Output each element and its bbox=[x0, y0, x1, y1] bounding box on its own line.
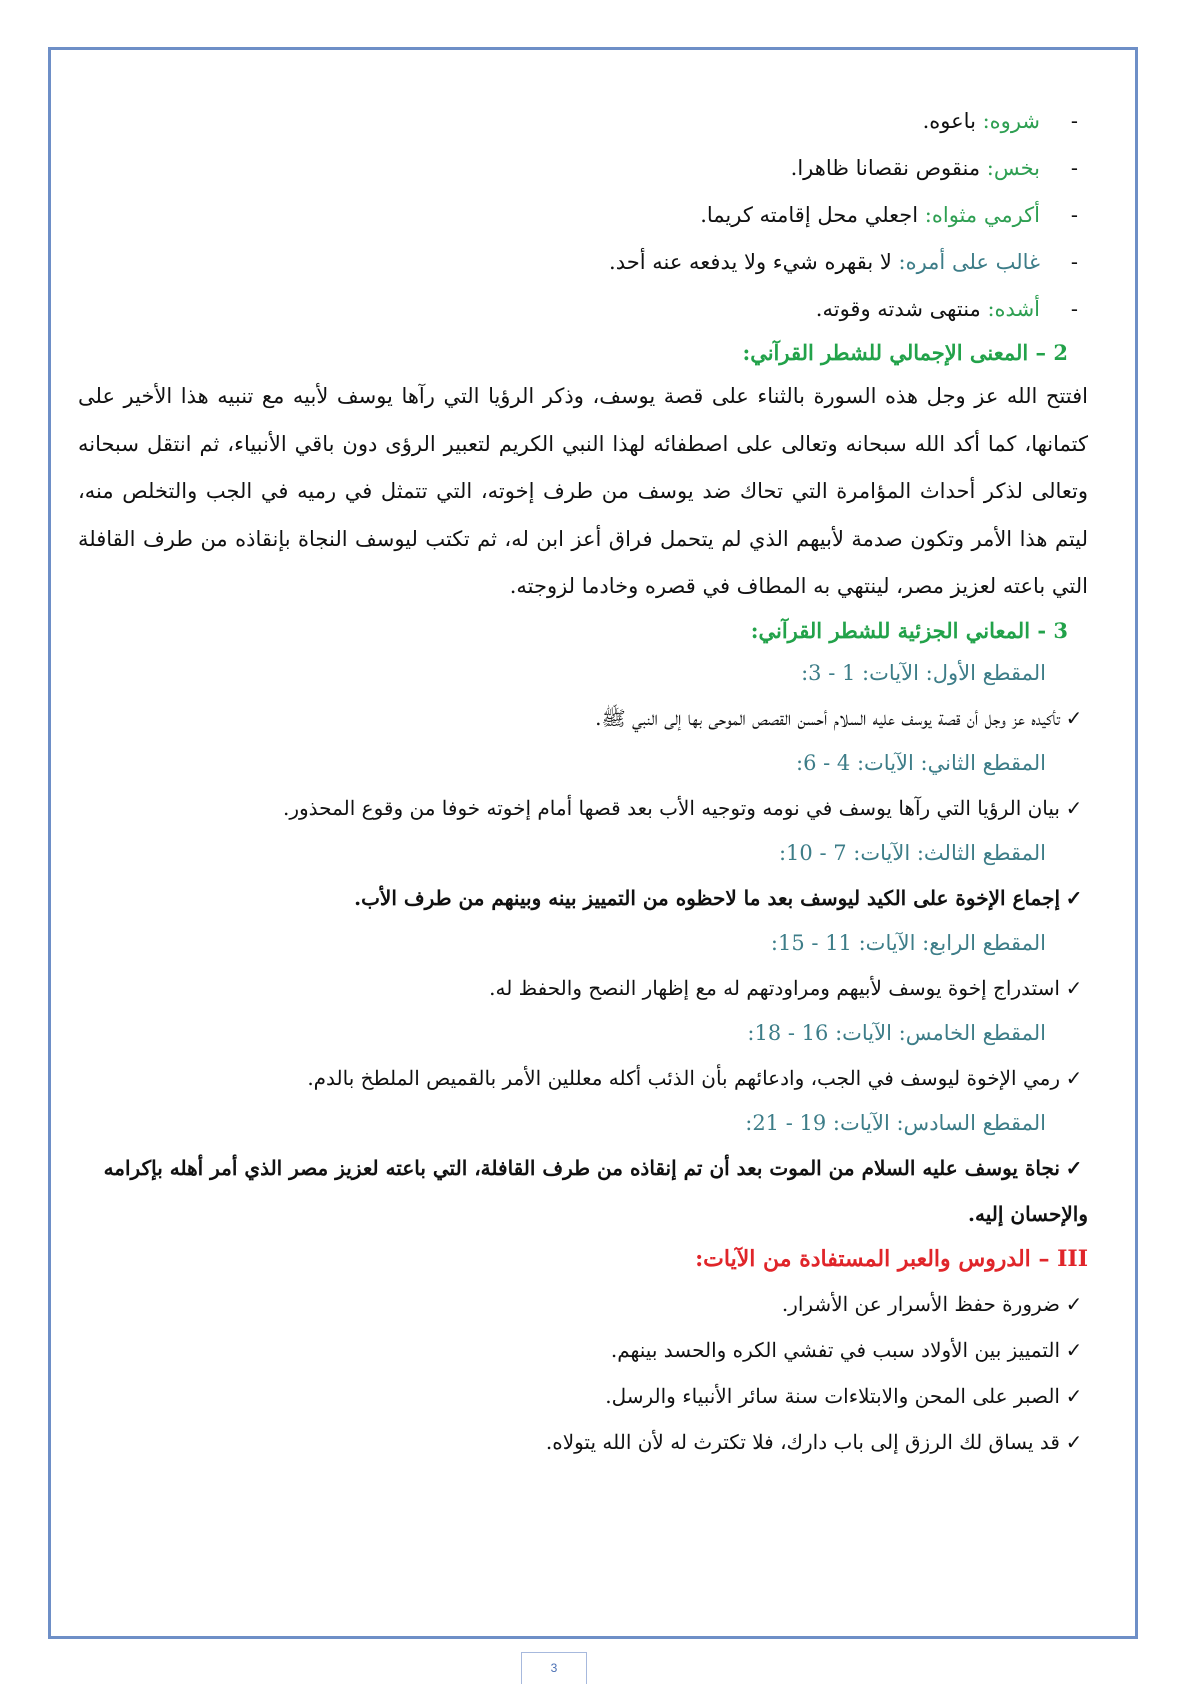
check-icon: ✓ bbox=[1065, 1291, 1083, 1316]
lesson-item: ✓قد يساق لك الرزق إلى باب دارك، فلا تكترث له لأن الله يتولاه. bbox=[78, 1419, 1088, 1465]
segment-point: ✓إجماع الإخوة على الكيد ليوسف بعد ما لاحظوه من التمييز بينه وبينهم من طرف الأب. bbox=[78, 875, 1088, 921]
lessons-heading: III – الدروس والعبر المستفادة من الآيات: bbox=[695, 1245, 1088, 1272]
summary-paragraph bbox=[78, 373, 1088, 611]
list-item: -شروه: باعوه. bbox=[922, 109, 1078, 133]
vocab-term: بخس: bbox=[986, 156, 1040, 180]
vocab-definition: منتهى شدته وقوته. bbox=[815, 297, 988, 321]
segment-title: المقطع الخامس: الآيات: 16 - 18: bbox=[747, 1020, 1046, 1045]
paragraph-text: افتتح الله عز وجل هذه السورة بالثناء على قصة يوسف، وذكر الرؤيا التي رآها يوسف لأبيه مع تنبيه هذا الأخير على كتمانها، كما أكد الله سبحانه وتعالى على اصطفائه لهذا النبي الكريم لتعبير الرؤى دون باقي الأنبياء، ثم انتقل سبحانه وتعالى لذكر أحداث المؤامرة التي تحاك ضد يوسف من طرف إخوته، التي تتمثل في رميه في الجب والتخلص منه، ليتم هذا الأمر وتكون صدمة لأبيهم الذي لم يتحمل فراق أعز ابن له، ثم تكتب ليوسف النجاة بإنقاذه من طرف القافلة التي باعته لعزيز مصر، لينتهي به المطاف في قصره وخادما لزوجته. bbox=[78, 384, 1089, 598]
section-heading: 3 - المعاني الجزئية للشطر القرآني: bbox=[750, 617, 1068, 643]
vocabulary-list bbox=[78, 98, 1088, 333]
vocab-definition: منقوص نقصانا ظاهرا. bbox=[790, 156, 987, 180]
vocab-term: شروه: bbox=[982, 109, 1040, 133]
page-number: 3 bbox=[521, 1652, 587, 1684]
check-icon: ✓ bbox=[1065, 705, 1083, 730]
segment-point: ✓رمي الإخوة ليوسف في الجب، وادعائهم بأن الذئب أكله معللين الأمر بالقميص الملطخ بالدم. bbox=[78, 1055, 1088, 1101]
list-item: -بخس: منقوص نقصانا ظاهرا. bbox=[790, 156, 1078, 180]
segment-point: ✓نجاة يوسف عليه السلام من الموت بعد أن تم إنقاذه من طرف القافلة، التي باعته لعزيز مصر الذي أمر أهله بإكرامه والإحسان إليه. bbox=[78, 1145, 1088, 1237]
segment-title: المقطع الثاني: الآيات: 4 - 6: bbox=[796, 750, 1046, 775]
list-item: -غالب على أمره: لا بقهره شيء ولا يدفعه عنه أحد. bbox=[609, 250, 1078, 274]
check-icon: ✓ bbox=[1065, 885, 1083, 910]
check-icon: ✓ bbox=[1065, 1337, 1083, 1362]
vocab-definition: لا بقهره شيء ولا يدفعه عنه أحد. bbox=[609, 250, 899, 274]
check-icon: ✓ bbox=[1065, 1155, 1083, 1180]
lesson-item: ✓ضرورة حفظ الأسرار عن الأشرار. bbox=[78, 1281, 1088, 1327]
lesson-item: ✓التمييز بين الأولاد سبب في تفشي الكره والحسد بينهم. bbox=[78, 1327, 1088, 1373]
page-content bbox=[78, 98, 1088, 1465]
segment-point: ✓استدراج إخوة يوسف لأبيهم ومراودتهم له مع إظهار النصح والحفظ له. bbox=[78, 965, 1088, 1011]
segment-title: المقطع الرابع: الآيات: 11 - 15: bbox=[770, 930, 1046, 955]
vocab-term: أشده: bbox=[987, 297, 1040, 321]
vocab-term: أكرمي مثواه: bbox=[924, 203, 1040, 227]
vocab-definition: اجعلي محل إقامته كريما. bbox=[700, 203, 925, 227]
segment-point: ✓تأكيده عز وجل أن قصة يوسف عليه السلام أحسن القصص الموحى بها إلى النبي ﷺ. bbox=[78, 695, 1088, 741]
list-item: -أشده: منتهى شدته وقوته. bbox=[815, 297, 1078, 321]
vocab-definition: باعوه. bbox=[922, 109, 983, 133]
check-icon: ✓ bbox=[1065, 1429, 1083, 1454]
lesson-item: ✓الصبر على المحن والابتلاءات سنة سائر الأنبياء والرسل. bbox=[78, 1373, 1088, 1419]
check-icon: ✓ bbox=[1065, 795, 1083, 820]
segment-title: المقطع الثالث: الآيات: 7 - 10: bbox=[778, 840, 1046, 865]
segment-point: ✓بيان الرؤيا التي رآها يوسف في نومه وتوجيه الأب بعد قصها أمام إخوته خوفا من وقوع المحذور. bbox=[78, 785, 1088, 831]
section-heading: 2 – المعنى الإجمالي للشطر القرآني: bbox=[742, 340, 1068, 365]
check-icon: ✓ bbox=[1065, 1383, 1083, 1408]
segment-title: المقطع السادس: الآيات: 19 - 21: bbox=[745, 1110, 1046, 1135]
list-item: -أكرمي مثواه: اجعلي محل إقامته كريما. bbox=[700, 203, 1078, 227]
check-icon: ✓ bbox=[1065, 1065, 1083, 1090]
check-icon: ✓ bbox=[1065, 975, 1083, 1000]
vocab-term: غالب على أمره: bbox=[898, 250, 1040, 274]
segment-title: المقطع الأول: الآيات: 1 - 3: bbox=[801, 660, 1046, 685]
